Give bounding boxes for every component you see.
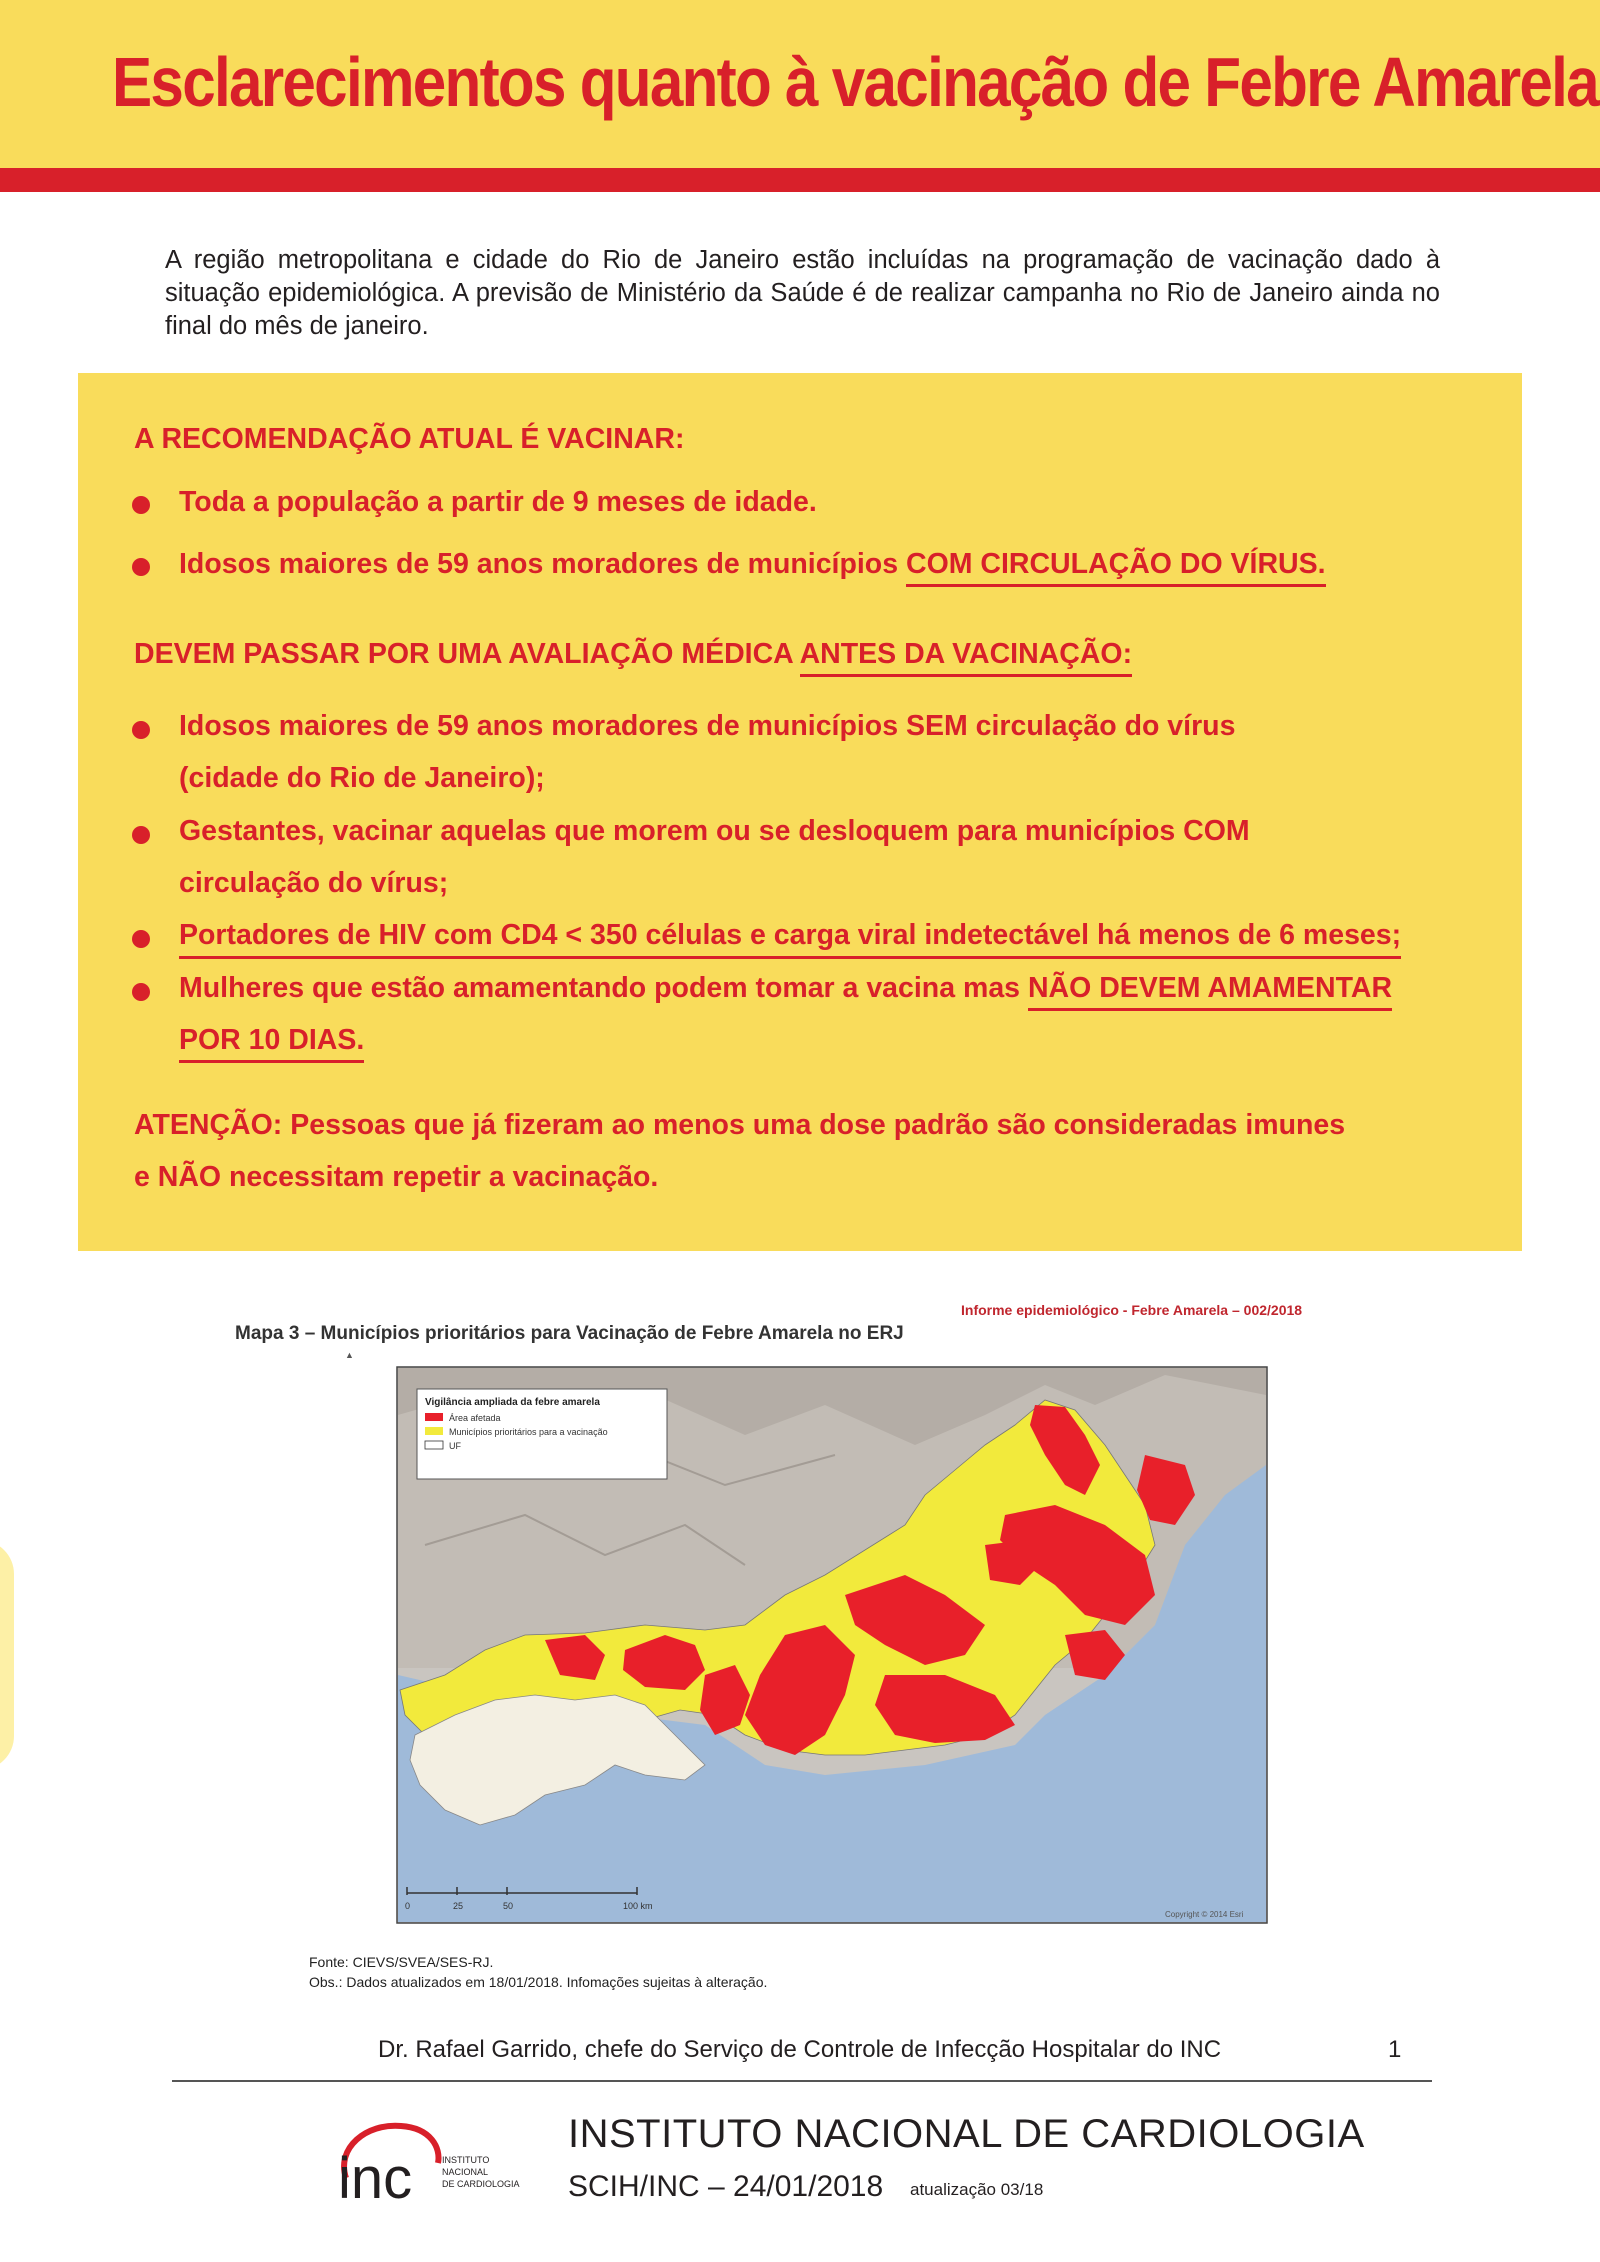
map-figure-svg [225, 1295, 1375, 2015]
recommend-heading: A RECOMENDAÇÃO ATUAL É VACINAR: [134, 423, 685, 455]
map-copyright: Copyright © 2014 Esri [1165, 1910, 1244, 1919]
logo-sub-2: NACIONAL [442, 2167, 489, 2177]
bullet-icon [132, 983, 150, 1001]
evaluation-item-4-line1: Mulheres que estão amamentando podem tomar a vacina mas NÃO DEVEM AMAMENTAR [179, 972, 1392, 1005]
logo-sub-1: INSTITUTO [442, 2155, 490, 2165]
inc-logo-svg [316, 2108, 536, 2218]
emphasis-underlined: COM CIRCULAÇÃO DO VÍRUS. [906, 548, 1326, 587]
intro-paragraph: A região metropolitana e cidade do Rio de Janeiro estão incluídas na programação de vacinação dado à situação epidemiológica. A previsão de Ministério da Saúde é de realizar campanha no Rio de Janeiro ainda no final do mês de janeiro. [165, 246, 1440, 340]
scale-label: 100 km [623, 1901, 653, 1911]
footer-author: Dr. Rafael Garrido, chefe do Serviço de Controle de Infecção Hospitalar do INC [378, 2036, 1222, 2063]
attention-line-1: ATENÇÃO: Pessoas que já fizeram ao menos uma dose padrão são consideradas imunes [134, 1109, 1346, 1141]
legend-label-priority: Municípios prioritários para a vacinação [449, 1427, 608, 1437]
legend-label-affected: Área afetada [449, 1413, 501, 1423]
attention-line-2: e NÃO necessitam repetir a vacinação. [134, 1161, 659, 1193]
scale-label: 50 [503, 1901, 514, 1911]
evaluation-item-2-line2: circulação do vírus; [179, 867, 449, 899]
bullet-icon [132, 558, 150, 576]
map-source: Fonte: CIEVS/SVEA/SES-RJ. [309, 1954, 494, 1970]
inc-logo [316, 2108, 536, 2218]
evaluation-heading: DEVEM PASSAR POR UMA AVALIAÇÃO MÉDICA ANTES DA VACINAÇÃO: [134, 638, 1132, 671]
recommend-item-2: Idosos maiores de 59 anos moradores de municípios COM CIRCULAÇÃO DO VÍRUS. [179, 548, 1326, 581]
footer-divider [172, 2080, 1432, 2082]
report-label: Informe epidemiológico - Febre Amarela – 002/2018 [961, 1302, 1303, 1318]
vaccination-map-figure [225, 1295, 1375, 1995]
legend-swatch-priority [425, 1427, 443, 1435]
logo-text: inc [338, 2146, 413, 2211]
bullet-icon [132, 496, 150, 514]
evaluation-item-4-line2: POR 10 DIAS. [179, 1024, 364, 1057]
evaluation-item-2-line1: Gestantes, vacinar aquelas que morem ou se desloquem para municípios COM [179, 815, 1250, 847]
emphasis-underlined: ANTES DA VACINAÇÃO: [800, 638, 1133, 677]
map-title: Mapa 3 – Municípios prioritários para Vacinação de Febre Amarela no ERJ [235, 1323, 904, 1344]
evaluation-item-1-line1: Idosos maiores de 59 anos moradores de municípios SEM circulação do vírus [179, 710, 1236, 742]
page-number: 1 [1388, 2036, 1402, 2063]
bullet-icon [132, 826, 150, 844]
legend-title: Vigilância ampliada da febre amarela [425, 1397, 600, 1408]
evaluation-item-1-line2: (cidade do Rio de Janeiro); [179, 762, 545, 794]
header-stripe [0, 168, 1600, 192]
scale-label: 25 [453, 1901, 464, 1911]
page-title: Esclarecimentos quanto à vacinação de Febre Amarela [112, 43, 1598, 121]
evaluation-item-3: Portadores de HIV com CD4 < 350 células e carga viral indetectável há menos de 6 meses; [179, 919, 1401, 959]
update-label: atualização 03/18 [910, 2180, 1044, 2199]
legend-swatch-uf [425, 1441, 443, 1449]
decorative-edge-shape [0, 1540, 14, 1770]
scale-label: 0 [405, 1901, 411, 1911]
emphasis-underlined: NÃO DEVEM AMAMENTAR [1028, 972, 1392, 1011]
institution-name: INSTITUTO NACIONAL DE CARDIOLOGIA [568, 2112, 1365, 2156]
bullet-icon [132, 930, 150, 948]
north-arrow-label: ▲ [345, 1350, 354, 1360]
recommendation-box [78, 373, 1522, 1251]
legend-label-uf: UF [449, 1441, 461, 1451]
logo-sub-3: DE CARDIOLOGIA [442, 2179, 520, 2189]
legend-swatch-affected [425, 1413, 443, 1421]
recommend-item-1: Toda a população a partir de 9 meses de idade. [179, 486, 817, 518]
bullet-icon [132, 721, 150, 739]
document-code: SCIH/INC – 24/01/2018 [568, 2170, 884, 2203]
map-note: Obs.: Dados atualizados em 18/01/2018. Infomações sujeitas à alteração. [309, 1974, 768, 1990]
